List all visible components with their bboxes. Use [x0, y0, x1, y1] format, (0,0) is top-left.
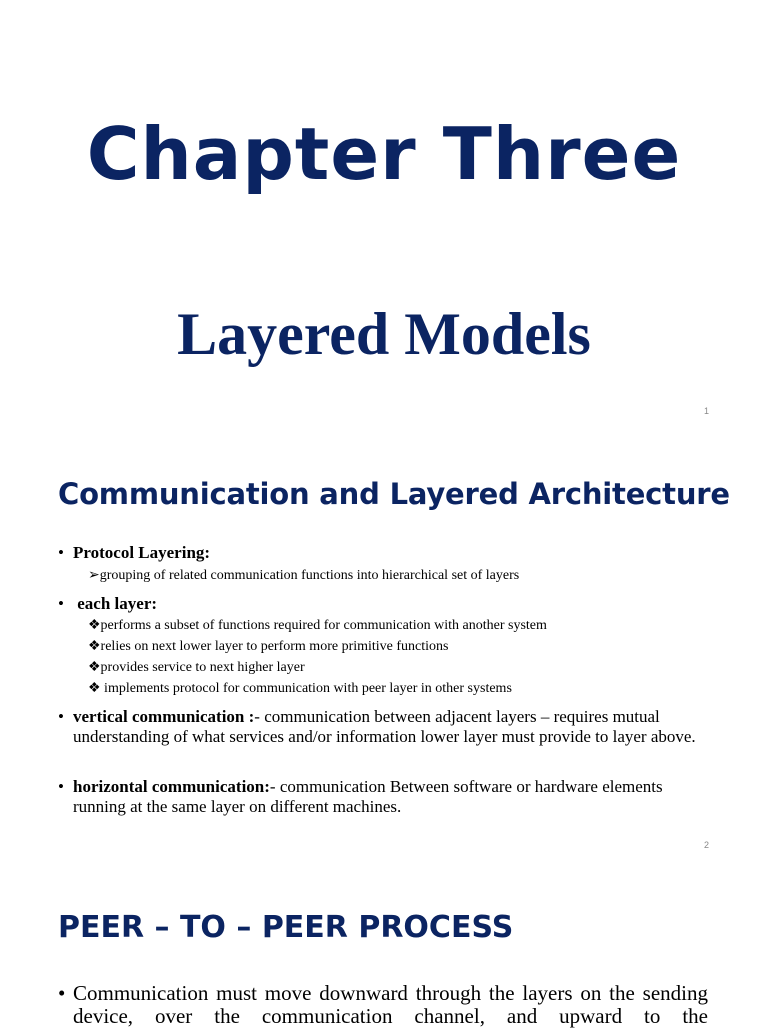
slide-title: PEER – TO – PEER PROCESS [58, 910, 514, 945]
sub-bullet: ❖relies on next lower layer to perform more primitive functions [88, 639, 449, 654]
bullet-text: Communication must move downward through the layers on the sending device, over the communication channel, and upward to the [73, 981, 708, 1028]
bullet-peer-to-peer [58, 982, 708, 1028]
bullet-dot: • [58, 543, 64, 562]
page-number: 1 [703, 406, 709, 416]
slide-1 [0, 0, 768, 433]
bullet-label: each layer: [73, 594, 158, 613]
page-number: 2 [703, 840, 709, 850]
bullet-dot: • [58, 707, 64, 726]
bullet-horizontal-communication [58, 777, 698, 817]
chapter-title: Chapter Three [86, 112, 682, 196]
chapter-subtitle: Layered Models [177, 301, 591, 367]
sub-bullet: ❖ implements protocol for communication with peer layer in other systems [88, 681, 512, 696]
bullet-protocol-layering [58, 543, 698, 563]
bullet-text: - communication Between software or hardware elements running at the same layer on different machines. [73, 777, 663, 816]
sub-bullet: ❖performs a subset of functions required for communication with another system [88, 618, 547, 633]
bullet-dot: • [58, 594, 64, 613]
bullet-label: horizontal communication: [73, 777, 270, 796]
sub-bullet: ❖provides service to next higher layer [88, 660, 305, 675]
bullet-dot: • [58, 981, 66, 1005]
bullet-label: vertical communication : [73, 707, 255, 726]
slide-2 [0, 433, 768, 866]
slide-3 [0, 866, 768, 1026]
slide-title: Communication and Layered Architecture [58, 477, 730, 511]
bullet-text: - communication between adjacent layers – requires mutual understanding of what services and/or information lower layer must provide to layer above. [73, 707, 696, 746]
bullet-each-layer [58, 594, 698, 614]
bullet-dot: • [58, 777, 64, 796]
bullet-label: Protocol Layering: [73, 543, 211, 562]
sub-bullet: ➢grouping of related communication functions into hierarchical set of layers [88, 568, 520, 583]
bullet-vertical-communication [58, 707, 698, 747]
